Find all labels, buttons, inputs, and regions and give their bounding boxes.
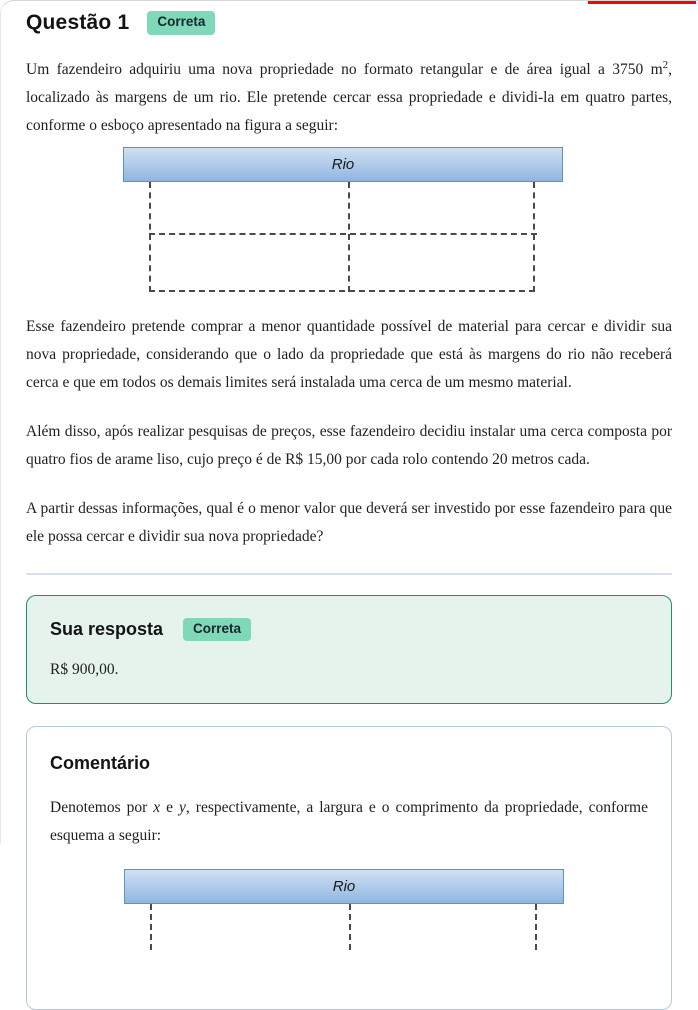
- variable-x: x: [153, 799, 161, 817]
- paragraph-1-text: Um fazendeiro adquiriu uma nova propriedade no formato retangular e de área igual a 3750 m: [26, 61, 663, 78]
- property-horizontal-divider: [149, 233, 537, 235]
- comment-paragraph-1: [50, 794, 648, 850]
- question-paragraph-1: [26, 56, 672, 140]
- river-label: Rio: [331, 156, 355, 173]
- property-vertical-divider: [348, 182, 350, 292]
- comment-dashed-line-middle: [349, 904, 351, 950]
- comment-text-1: Denotemos por: [50, 799, 154, 817]
- question-title: Questão 1: [26, 11, 130, 34]
- variable-y: y: [179, 799, 186, 817]
- comment-dashed-line-left: [150, 904, 152, 950]
- property-dashed-outline: [149, 182, 535, 292]
- river-rectangle: [123, 147, 563, 182]
- superscript-2: 2: [662, 58, 669, 71]
- property-sketch-figure: [26, 147, 672, 292]
- answer-heading-row: [50, 618, 648, 641]
- comment-sketch-figure: [50, 869, 648, 949]
- comment-dashed-line-right: [535, 904, 537, 950]
- question-paragraph-2: Esse fazendeiro pretende comprar a menor quantidade possível de material para cercar e dividir sua nova propriedade, considerando que o lado da propriedade que está às margens do rio não receberá cerca e que em todos os demais limites será instalada uma cerca de um mesmo material.: [26, 318, 672, 391]
- answer-value: R$ 900,00.: [50, 661, 119, 679]
- question-paragraph-3: Além disso, após realizar pesquisas de preços, esse fazendeiro decidiu instalar uma cerca composta por quatro fios de arame liso, cujo preço é de R$ 15,00 por cada rolo contendo 20 metros cada.: [26, 423, 672, 468]
- your-answer-box: [26, 595, 672, 704]
- question-content: [1, 1, 698, 1010]
- question-header: [26, 11, 672, 35]
- question-status-badge: Correta: [147, 11, 215, 34]
- comment-text-2: e: [160, 799, 180, 817]
- comment-river-rectangle: [124, 869, 564, 904]
- question-paragraph-4: A partir dessas informações, qual é o menor valor que deverá ser investido por esse fazendeiro para que ele possa cercar e dividir sua nova propriedade?: [26, 500, 672, 545]
- comment-river-label: Rio: [332, 878, 356, 896]
- section-divider: [26, 573, 672, 575]
- top-red-progress-bar: [588, 1, 696, 4]
- paragraph-1-text-after: , localizado às margens de um rio. Ele pretende cercar essa propriedade e dividi-la em quatro partes, conforme o esboço apresentado na figura a seguir:: [26, 61, 672, 134]
- comment-text-3: , respectivamente, a largura e o comprimento da propriedade, conforme esquema a seguir:: [50, 799, 648, 845]
- answer-heading: Sua resposta: [50, 619, 164, 640]
- answer-status-badge: Correta: [183, 618, 251, 641]
- comment-box: [26, 726, 672, 1010]
- comment-heading: Comentário: [50, 753, 151, 774]
